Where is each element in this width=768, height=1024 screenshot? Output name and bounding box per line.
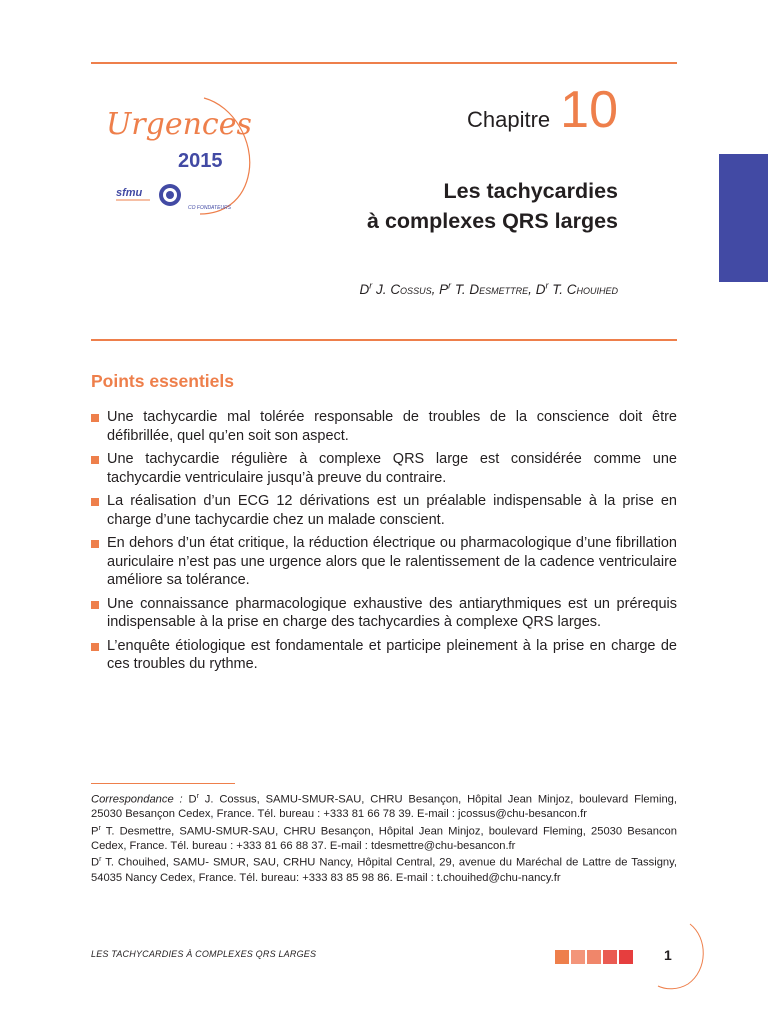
logo-founders: CO FONDATEURS <box>188 205 231 211</box>
decorative-squares <box>555 950 633 964</box>
list-item: Une connaissance pharmacologique exhaustive des antiarythmiques est un prérequis indispensable à la prise en charge des tachycardies à complexe QRS larges. <box>91 595 677 632</box>
square-icon <box>555 950 569 964</box>
square-bullet-icon <box>91 456 99 464</box>
footnote-author-2: $P^r$ T. Desmettre, SAMU-SMUR-SAU, CHRU Besançon, Hôpital Jean Minjoz, boulevard Fleming, 25030 Besancon Cedex, France. Tél. bureau : +333 81 66 88 37. E-mail : tdesmettre@chu-besancon.fr <box>91 824 677 852</box>
top-rule <box>91 62 677 64</box>
key-points-list <box>91 408 677 679</box>
title-line-2: à complexes QRS larges <box>367 209 618 233</box>
footnote-rule <box>91 783 235 784</box>
chapter-heading <box>467 81 618 144</box>
logo-script: Urgences <box>106 107 252 142</box>
correspondence-footnote <box>91 790 677 885</box>
list-item: Une tachycardie régulière à complexe QRS large est considérée comme une tachycardie ventriculaire jusqu’à preuve du contraire. <box>91 450 677 487</box>
page-number: 1 <box>664 947 672 963</box>
authors: $D^r$ J. Cossus, $P^r$ T. Desmettre, $D^r$ T. Chouihed <box>359 280 618 297</box>
square-bullet-icon <box>91 498 99 506</box>
square-bullet-icon <box>91 643 99 651</box>
square-bullet-icon <box>91 540 99 548</box>
logo-sfmu: sfmu <box>116 187 143 199</box>
footnote-author-1: Correspondance : $D^r$ J. Cossus, SAMU-SMUR-SAU, CHRU Besançon, Hôpital Jean Minjoz, boulevard Fleming, 25030 Besançon Cedex, France. Tél. bureau : +333 81 66 78 39. E-mail : jcossus@chu-besancon.fr <box>91 793 678 821</box>
logo-year: 2015 <box>178 150 223 172</box>
author-2: $P^r$ T. Desmettre <box>439 280 529 297</box>
chapter-title <box>367 176 618 236</box>
footnote-author-3: $D^r$ T. Chouihed, SAMU- SMUR, SAU, CRHU Nancy, Hôpital Central, 29, avenue du Maréchal de Lattre de Tassigny, 54035 Nancy Cedex, France. Tél. bureau: +333 83 85 98 86. E-mail : t.chouihed@chu-nancy.fr <box>91 856 678 884</box>
section-heading: Points essentiels <box>91 371 234 391</box>
square-bullet-icon <box>91 601 99 609</box>
list-item: L’enquête étiologique est fondamentale et participe pleinement à la prise en charge de ces troubles du rythme. <box>91 637 677 674</box>
square-icon <box>587 950 601 964</box>
author-3: $D^r$ T. Chouihed <box>535 280 618 297</box>
running-title: LES TACHYCARDIES À COMPLEXES QRS LARGES <box>91 949 317 959</box>
section-rule <box>91 339 677 341</box>
square-icon <box>603 950 617 964</box>
square-bullet-icon <box>91 414 99 422</box>
title-line-1: Les tachycardies <box>443 179 618 203</box>
list-item: En dehors d’un état critique, la réduction électrique ou pharmacologique d’une fibrillation auriculaire n’est pas une urgence alors que le ralentissement de la cadence ventriculaire améliore sa tolérance. <box>91 534 677 590</box>
urgences-2015-logo <box>104 92 254 216</box>
list-item: Une tachycardie mal tolérée responsable de troubles de la conscience doit être défibrillée, quel qu’en soit son aspect. <box>91 408 677 445</box>
list-item: La réalisation d’un ECG 12 dérivations est un préalable indispensable à la prise en charge d’une tachycardie chez un malade conscient. <box>91 492 677 529</box>
chapter-number: 10 <box>560 81 618 139</box>
chapter-label: Chapitre <box>467 107 551 132</box>
author-1: $D^r$ J. Cossus <box>359 280 432 297</box>
side-chapter-tab <box>719 154 768 282</box>
square-icon <box>571 950 585 964</box>
